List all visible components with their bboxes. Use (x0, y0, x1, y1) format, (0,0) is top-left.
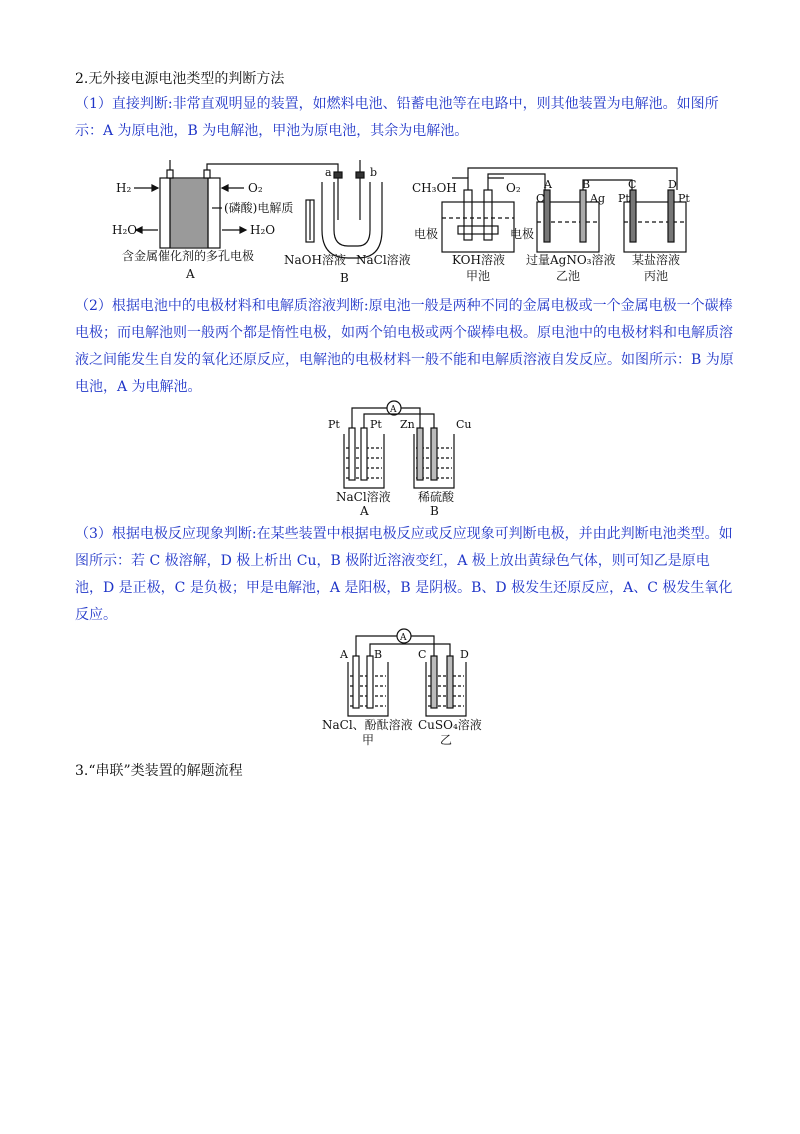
fig1-ch3oh: CH₃OH (412, 181, 457, 195)
fig1-label-C: C (628, 178, 637, 191)
paragraph-direct-judgment: （1）直接判断:非常直观明显的装置，如燃料电池、铅蓄电池等在电路中，则其他装置为电解池。如图所示：A 为原电池，B 为电解池，甲池为原电池，其余为电解池。 (75, 96, 719, 139)
fig1-label-A: A (544, 178, 552, 191)
fig1-c-electrode: C (536, 192, 545, 205)
figure-electrolysis-vs-galvanic (322, 398, 484, 516)
fig3-label-D: D (460, 648, 469, 661)
fig1-label-D: D (668, 178, 677, 191)
fig2-label-a: A (360, 504, 369, 516)
fig1-salt: 某盐溶液 (632, 253, 681, 267)
fig1-electrode-desc: 含金属催化剂的多孔电极 (122, 249, 255, 263)
figure-phenomenon-cells (322, 628, 486, 746)
fig3-label-B: B (374, 648, 383, 661)
figure-cells-overview (112, 160, 708, 285)
fig1-electrolyte: (磷酸)电解质 (224, 201, 294, 215)
fig2-acid: 稀硫酸 (418, 490, 455, 504)
fig3-label-A: A (340, 648, 348, 661)
fig1-elec-a: a (325, 166, 332, 179)
fig1-pt2: Pt (678, 192, 690, 205)
fig1-label-b: B (340, 271, 349, 285)
fig1-h2o-left: H₂O (112, 223, 138, 237)
fig3-left-solution: NaCl、酚酞溶液 (322, 718, 413, 732)
fig2-zn: Zn (400, 418, 415, 431)
fig2-pt-right: Pt (370, 418, 382, 431)
fig1-ag: Ag (590, 192, 605, 205)
section2-heading: 2.无外接电源电池类型的判断方法 (75, 71, 285, 87)
section3-heading: 3.“串联”类装置的解题流程 (75, 763, 243, 779)
fig1-electrode-right: 电极 (510, 227, 535, 241)
fig1-label-a: A (186, 267, 195, 281)
fig1-yi: 乙池 (556, 269, 581, 283)
fig1-label-B: B (582, 178, 591, 191)
paragraph-material-judgment: （2）根据电池中的电极材料和电解质溶液判断:原电池一般是两种不同的金属电极或一个金属电极一个碳棒电极；而电解池则一般两个都是惰性电极，如两个铂电极或两个碳棒电极。原电池中的电极材料和电解质溶液之间能发生自发的氧化还原反应，电解池的电极材料一般不能和电解质溶液自发反应。如图所示：B 为原电池，A 为电解池。 (75, 298, 734, 395)
fig3-label-C: C (418, 648, 427, 661)
fig1-nacl: NaCl溶液 (356, 253, 411, 267)
fig2-ammeter: A (390, 405, 397, 415)
fig3-jia: 甲 (362, 733, 375, 746)
fig2-cu: Cu (456, 418, 472, 431)
fig1-o2-2: O₂ (506, 181, 521, 195)
fig1-naoh: NaOH溶液 (284, 253, 346, 267)
fig1-o2: O₂ (248, 181, 263, 195)
fig3-right-solution: CuSO₄溶液 (418, 718, 482, 732)
fig2-nacl: NaCl溶液 (336, 490, 391, 504)
fig1-electrode-left: 电极 (414, 227, 439, 241)
fig1-elec-b: b (370, 166, 378, 179)
fig2-pt-left: Pt (328, 418, 340, 431)
fig1-pt1: Pt (618, 192, 630, 205)
fig3-ammeter: A (400, 633, 407, 643)
paragraph-phenomenon-judgment: （3）根据电极反应现象判断:在某些装置中根据电极反应或反应现象可判断电极，并由此判断电池类型。如图所示：若 C 极溶解，D 极上析出 Cu，B 极附近溶液变红，A 极上放出黄绿色气体，则可知乙是原电池，D 是正极，C 是负极；甲是电解池，A 是阳极，B 是阴极。B、D 极发生还原反应，A、C 极发生氧化反应。 (75, 526, 733, 623)
fig1-koh: KOH溶液 (452, 253, 505, 267)
fig1-h2o-right: H₂O (250, 223, 276, 237)
fig3-yi: 乙 (440, 733, 453, 746)
fig1-h2: H₂ (116, 181, 132, 195)
fig2-label-b: B (430, 504, 439, 516)
fig1-bing: 丙池 (644, 269, 669, 283)
fig1-agno3: 过量AgNO₃溶液 (526, 253, 616, 267)
fig1-jia: 甲池 (466, 269, 491, 283)
